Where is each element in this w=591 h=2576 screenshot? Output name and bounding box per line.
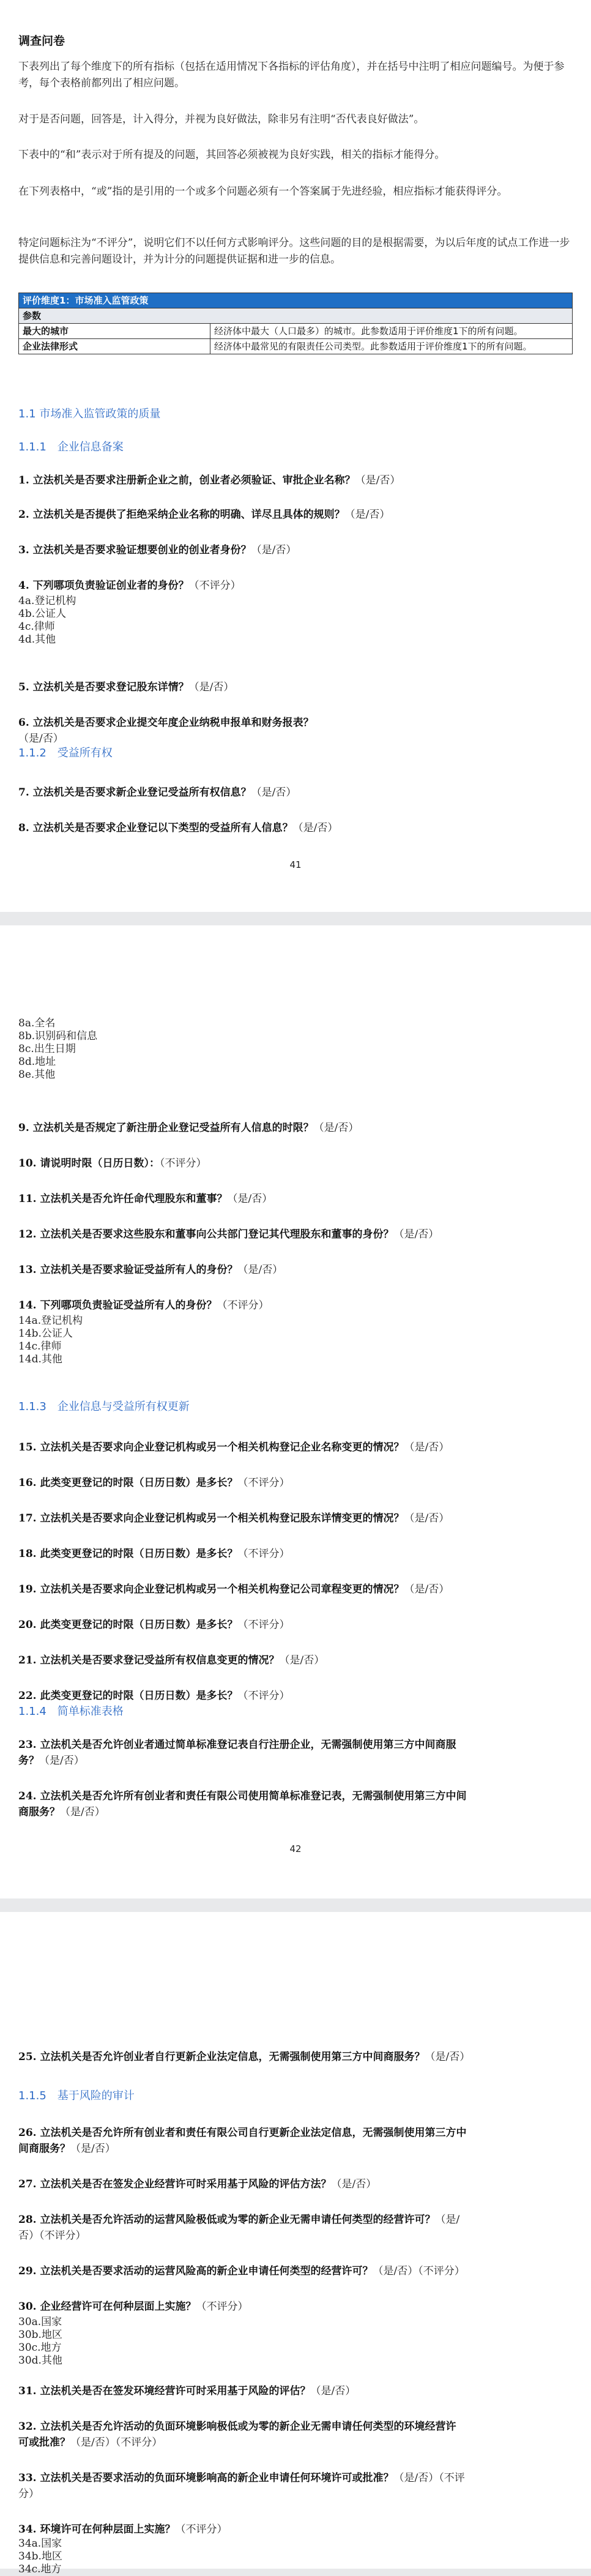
option-item: 34b.地区 [18, 2550, 62, 2563]
question-26: 26. 立法机关是否允许所有创业者和责任有限公司自行更新企业法定信息，无需强制使用第三方中 [18, 2127, 467, 2139]
option-item: 4c.律师 [18, 621, 55, 633]
option-item: 14c.律师 [18, 1340, 62, 1353]
section-heading: 1.1 市场准入监管政策的质量 [18, 408, 161, 420]
document-page-2 [0, 925, 591, 1898]
dimension-table [18, 293, 573, 354]
table-row-text: 经济体中最大（人口最多）的城市。此参数适用于评价维度1下的所有问题。 [210, 324, 573, 339]
question-5: 5. 立法机关是否要求登记股东详情？（是/否） [18, 681, 234, 693]
question-14: 14. 下列哪项负责验证受益所有人的身份？（不评分） [18, 1299, 269, 1312]
question-13: 13. 立法机关是否要求验证受益所有人的身份？（是/否） [18, 1264, 283, 1276]
table-subheader: 参数 [19, 308, 573, 324]
intro-paragraph: 下表列出了每个维度下的所有指标（包括在适用情况下各指标的评估角度），并在括号中注明了相应问题编号。为便于参考，每个表格前都列出了相应问题。 [18, 61, 565, 89]
table-header: 评价维度1：市场准入监管政策 [19, 293, 573, 308]
intro-paragraph: 特定问题标注为“不评分”，说明它们不以任何方式影响评分。这些问题的目的是根据需要，为以后年度的试点工作进一步提供信息和完善问题设计，并为计分的问题提供证据和进一步的信息。 [18, 237, 570, 266]
option-list [18, 2316, 573, 2367]
question-9: 9. 立法机关是否规定了新注册企业登记受益所有人信息的时限？（是/否） [18, 1122, 359, 1134]
question-30: 30. 企业经营许可在何种层面上实施？（不评分） [18, 2301, 248, 2313]
page-number: 41 [289, 859, 302, 870]
question-11: 11. 立法机关是否允许任命代理股东和董事？（是/否） [18, 1193, 273, 1205]
document-page-3 [0, 1912, 591, 2575]
question-34: 34. 环境许可在何种层面上实施？（不评分） [18, 2523, 228, 2536]
question-3: 3. 立法机关是否要求验证想要创业的创业者身份？（是/否） [18, 544, 297, 556]
question-24-cont: 商服务？（是/否） [18, 1806, 105, 1818]
option-list [18, 2537, 573, 2576]
option-item: 30b.地区 [18, 2329, 62, 2341]
question-7: 7. 立法机关是否要求新企业登记受益所有权信息？（是/否） [18, 786, 297, 799]
question-10: 10. 请说明时限（日历日数）：（不评分） [18, 1157, 207, 1170]
question-31: 31. 立法机关是否在签发环境经营许可时采用基于风险的评估？（是/否） [18, 2385, 356, 2397]
option-item: 14b.公证人 [18, 1327, 73, 1340]
question-33-cont: 分） [18, 2488, 39, 2500]
question-12: 12. 立法机关是否要求这些股东和董事向公共部门登记其代理股东和董事的身份？（是/否） [18, 1228, 439, 1241]
option-item: 8d.地址 [18, 1056, 56, 1068]
question-8: 8. 立法机关是否要求企业登记以下类型的受益所有人信息？（是/否） [18, 822, 338, 834]
question-6-tail: （是/否） [18, 733, 64, 745]
table-row-label: 企业法律形式 [19, 339, 210, 354]
question-28: 28. 立法机关是否允许活动的运营风险极低或为零的新企业无需申请任何类型的经营许可？（是/ [18, 2214, 460, 2226]
section-heading: 1.1.2 受益所有权 [18, 747, 113, 760]
option-list [18, 595, 573, 646]
question-17: 17. 立法机关是否要求向企业登记机构或另一个相关机构登记股东详情变更的情况？（是/否） [18, 1512, 450, 1525]
table-row [19, 324, 573, 339]
intro-paragraph: 对于是否问题，回答是，计入得分，并视为良好做法，除非另有注明“否代表良好做法”。 [18, 113, 425, 125]
option-item: 14d.其他 [18, 1353, 62, 1365]
option-item: 8a.全名 [18, 1017, 56, 1029]
question-32: 32. 立法机关是否允许活动的负面环境影响极低或为零的新企业无需申请任何类型的环境经营许 [18, 2421, 456, 2433]
question-21: 21. 立法机关是否要求登记受益所有权信息变更的情况？（是/否） [18, 1654, 325, 1667]
option-item: 30a.国家 [18, 2316, 62, 2328]
question-2: 2. 立法机关是否提供了拒绝采纳企业名称的明确、详尽且具体的规则？（是/否） [18, 509, 390, 521]
section-heading: 1.1.4 简单标准表格 [18, 1705, 124, 1718]
option-item: 4b.公证人 [18, 608, 67, 620]
question-23-cont: 务？（是/否） [18, 1755, 84, 1767]
section-heading: 1.1.1 企业信息备案 [18, 441, 124, 454]
option-item: 30c.地方 [18, 2342, 62, 2354]
option-item: 14a.登记机构 [18, 1315, 83, 1327]
option-item: 4a.登记机构 [18, 595, 76, 607]
question-23: 23. 立法机关是否允许创业者通过简单标准登记表自行注册企业，无需强制使用第三方中间商服 [18, 1739, 456, 1751]
option-item: 8b.识别码和信息 [18, 1030, 98, 1042]
question-25: 25. 立法机关是否允许创业者自行更新企业法定信息，无需强制使用第三方中间商服务？（是/否） [18, 2051, 470, 2063]
question-20: 20. 此类变更登记的时限（日历日数）是多长？（不评分） [18, 1619, 290, 1631]
section-heading: 1.1.5 基于风险的审计 [18, 2089, 135, 2102]
table-row [19, 339, 573, 354]
question-24: 24. 立法机关是否允许所有创业者和责任有限公司使用简单标准登记表，无需强制使用第三方中间 [18, 1790, 467, 1802]
question-16: 16. 此类变更登记的时限（日历日数）是多长？（不评分） [18, 1477, 290, 1489]
question-19: 19. 立法机关是否要求向企业登记机构或另一个相关机构登记公司章程变更的情况？（是/否） [18, 1583, 450, 1596]
option-item: 4d.其他 [18, 633, 56, 646]
question-15: 15. 立法机关是否要求向企业登记机构或另一个相关机构登记企业名称变更的情况？（是/否） [18, 1441, 450, 1454]
question-6: 6. 立法机关是否要求企业提交年度企业纳税申报单和财务报表？ [18, 717, 314, 729]
question-18: 18. 此类变更登记的时限（日历日数）是多长？（不评分） [18, 1548, 290, 1560]
intro-paragraph: 在下列表格中，“或”指的是引用的一个或多个问题必须有一个答案属于先进经验，相应指标才能获得评分。 [18, 185, 508, 198]
option-list [18, 1315, 573, 1366]
option-item: 8e.其他 [18, 1069, 56, 1081]
question-26-cont: 间商服务？（是/否） [18, 2143, 116, 2155]
table-row-label: 最大的城市 [19, 324, 210, 339]
page-title: 调查问卷 [18, 34, 65, 48]
question-22: 22. 此类变更登记的时限（日历日数）是多长？（不评分） [18, 1690, 290, 1702]
page-number: 42 [289, 1843, 302, 1854]
section-heading: 1.1.3 企业信息与受益所有权更新 [18, 1400, 190, 1413]
option-item: 8c.出生日期 [18, 1043, 76, 1055]
option-item: 30d.其他 [18, 2354, 62, 2367]
option-list [18, 1017, 573, 1081]
question-27: 27. 立法机关是否在签发企业经营许可时采用基于风险的评估方法？（是/否） [18, 2178, 377, 2190]
question-32-cont: 可或批准？（是/否）（不评分） [18, 2436, 163, 2449]
intro-paragraph: 下表中的“和”表示对于所有提及的问题，其回答必须被视为良好实践，相关的指标才能得分。 [18, 149, 445, 161]
question-29: 29. 立法机关是否要求活动的运营风险高的新企业申请任何类型的经营许可？（是/否）（不评分） [18, 2265, 465, 2277]
table-row-text: 经济体中最常见的有限责任公司类型。此参数适用于评价维度1下的所有问题。 [210, 339, 573, 354]
question-33: 33. 立法机关是否要求活动的负面环境影响高的新企业申请任何环境许可或批准？（是/否）（不评 [18, 2472, 465, 2484]
question-28-cont: 否）（不评分） [18, 2230, 86, 2242]
question-4: 4. 下列哪项负责验证创业者的身份？（不评分） [18, 580, 241, 592]
document-page-1 [0, 0, 591, 912]
question-1: 1. 立法机关是否要求注册新企业之前，创业者必须验证、审批企业名称？（是/否） [18, 474, 401, 487]
option-item: 34a.国家 [18, 2537, 62, 2550]
option-item: 34c.地方 [18, 2563, 62, 2575]
